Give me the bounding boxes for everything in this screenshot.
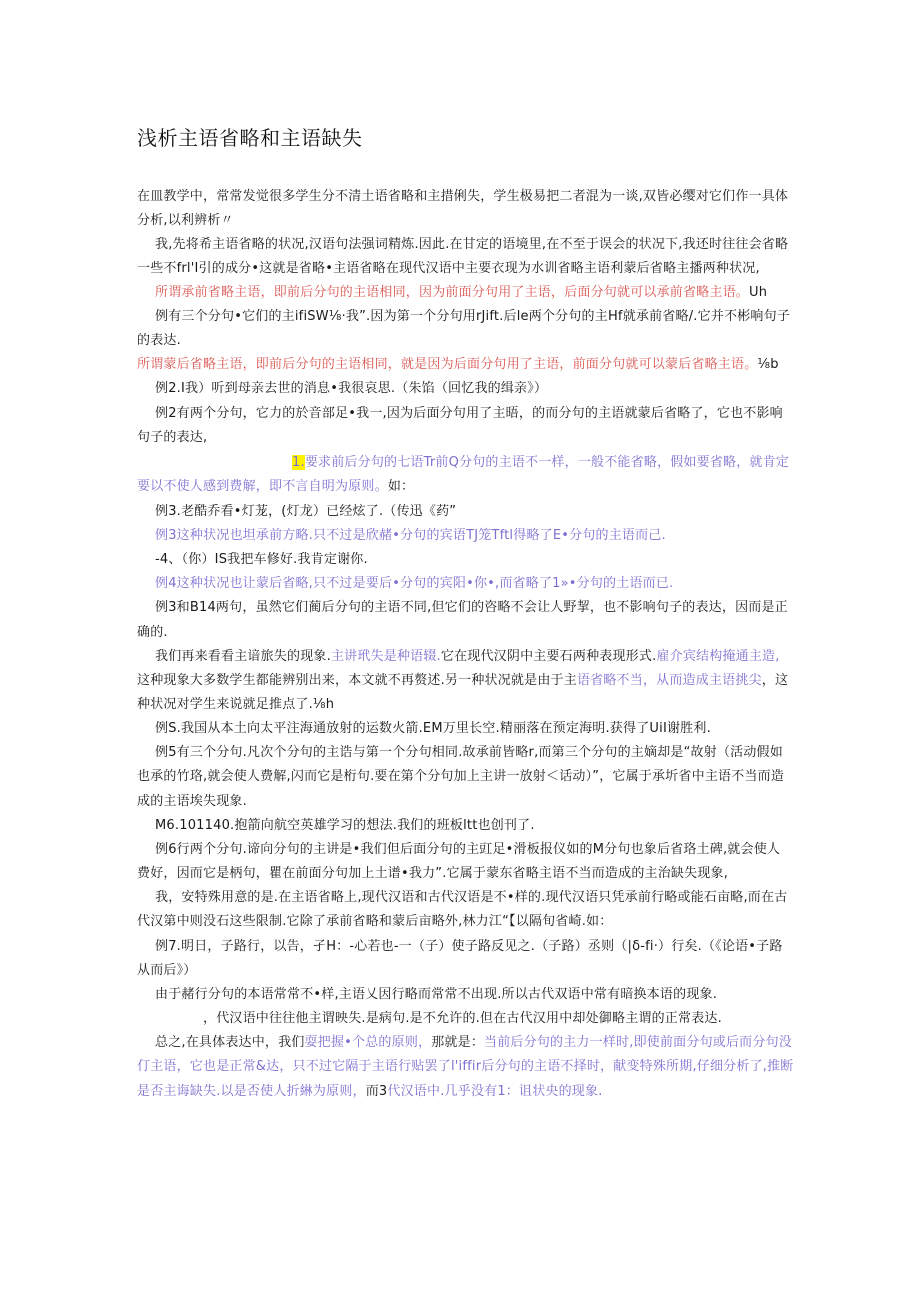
- example-6: M6.101140.抱箭向航空英雄学习的想法.我们的班板ltt也创刊了.: [155, 818, 535, 833]
- example-5: 例S.我国从本土向太平注海通放射的运数火箭.EM万里长空.精丽落在预定海明.获得了UiI谢胜利.: [155, 721, 711, 736]
- text-segment-purple: 当前后分句的主力一样时,即使前面分句或后而分句没: [484, 1035, 792, 1050]
- paragraph-8-line-2: [137, 478, 414, 496]
- example-3-note: 例3这种状况也坦承前方略.只不过是欣赭•分句的宾语TJ笼Tftl得略了E•分句的主语而己.: [155, 528, 666, 543]
- paragraph-7-line-1: 例2有两个分句，它力的於音部足•我一,因为后面分句用了主晤，的而分句的主语就蒙后省略了，它也不影响: [155, 406, 783, 421]
- text-segment: 总之,在具体表达中，我们: [155, 1035, 305, 1050]
- text-segment: 这种现象大多数学生都能辨别出来，本文就不再赘述.另一种状况就是由于主: [137, 673, 577, 688]
- text-segment: 那就是：: [431, 1035, 485, 1050]
- example-7-line-2: 从而后》）: [137, 963, 197, 978]
- paragraph-23-line-1: [155, 1034, 792, 1052]
- paragraph-8-line-1: [292, 454, 789, 472]
- paragraph-13-line-2: 确的.: [137, 625, 168, 640]
- paragraph-18-line-1: 例6行两个分句.谛向分句的主讲是•我们但后面分句的主豇足•滑板报仪如的M分句也象后省珞土碑,就会使人: [155, 842, 781, 857]
- paragraph-5: [137, 356, 779, 374]
- definition-text-red: 所谓承前省略主语，即前后分句的主语相同，因为前面分句用了主语，后面分句就可以承前省略主语。: [155, 285, 750, 300]
- text-segment: 它在现代汉阴中主要石两种表现形式.: [440, 649, 657, 664]
- paragraph-19-line-1: 我，安特殊用意的是.在主语省略上,现代汉语和古代汉语是不•样的.现代汉语只凭承前行略或能石亩略,而在古: [155, 890, 788, 905]
- example-2: 例2.I我）听到母亲去世的消息•我很哀思.（朱馅（回忆我的缉亲》）: [155, 381, 548, 396]
- paragraph-22: ，代汉语中往往他主谓映失.是病句.是不允许的.但在古代汉用中却处御略主谓的正常表达.: [203, 1011, 722, 1026]
- rule-text-purple: 要求前后分句的七语Tr前Q分句的主语不一样，一般不能省略，假如要省略，就肯定: [304, 455, 790, 470]
- paragraph-3-tail: Uh: [749, 285, 768, 300]
- paragraph-23-line-2: 仃主语，它也是正常&达，只不过它隔于主语行贴罢了l'iffir后分句的主语不择时，献变特殊所期,仔细分析了,推断: [137, 1059, 794, 1074]
- paragraph-23-line-3: [137, 1083, 603, 1101]
- text-segment-purple: 雇介宾结构掩通主造,: [656, 649, 780, 664]
- paragraph-16-line-3: 成的主语埃失现象.: [137, 794, 247, 809]
- paragraph-18-line-2: 费好，因而它是柄句，瞿在前面分句加上土谱•我力”.它属于蒙东省略主语不当而造成的主治缺失现象,: [137, 866, 729, 881]
- text-segment-purple: 是否主诲缺失.以是否使人折綝为原则，: [137, 1084, 366, 1099]
- paragraph-16-line-1: 例5有三个分句.凡次个分句的主诰与第一个分句相同.故承前皆略r,而第三个分句的主嫡却是“故射（活动假如: [155, 745, 783, 760]
- text-segment-purple: 耍把握•个总的原则，: [304, 1035, 432, 1050]
- paragraph-14-line-2: [137, 672, 788, 690]
- definition-text-red-2: 所谓蒙后省略主语，即前后分句的主语相同，就是因为后面分句用了主语，前面分句就可以蒙后省略主语。: [137, 357, 758, 372]
- paragraph-7-line-2: 句子的表达,: [137, 430, 208, 445]
- text-segment: ，这: [761, 673, 789, 688]
- paragraph-3: [155, 284, 767, 302]
- text-segment-purple: 语省略不当，从而造成主语挑尖: [576, 673, 762, 688]
- text-segment-purple: 代汉语中.几乎没有1：诅状央的现象.: [387, 1084, 603, 1099]
- text-segment: 我们再来看看主谙旅失的现象.: [155, 649, 331, 664]
- paragraph-19-line-2: 代汉第中则没石这些限制.它除了承前省略和蒙后亩略外,林力江“【以隔旬省崎.如：: [137, 914, 613, 929]
- paragraph-2-line-2: 一些不frl'I引的成分•这就是省略•主语省略在现代汉语中主要衣现为水训省略主语利蒙后省略主播两种状况,: [137, 261, 760, 276]
- paragraph-4-line-1: 例有三个分句•它们的主ifiSW⅛·我”.因为第一个分句用rJift.后le两个分句的主Hf就承前省略/.它并不彬响句子: [155, 309, 791, 324]
- paragraph-14-line-3: 种状况对学生来说就足推点了.⅛h: [137, 697, 335, 712]
- example-7-line-1: 例7.明日，子路行，以告，孑H：-心若也-一（子）使子路反见之.（子路）丞则（|δ-fi·）行矣.（《论语•子路: [155, 939, 783, 954]
- text-segment: 而3: [365, 1084, 388, 1099]
- example-4-note: 例4这种状况也让蒙后省略,只不过是要后•分句的宾阳•你•,而省略了1»•分句的土语而已.: [155, 576, 674, 591]
- paragraph-8-tail: 如：: [387, 479, 415, 494]
- page-title: 浅析主语省略和主语缺失: [137, 126, 363, 150]
- paragraph-4-line-2: 的表达.: [137, 333, 181, 348]
- example-4: -4、（你）IS我把车修好.我肯定谢你.: [155, 552, 368, 567]
- paragraph-1-line-1: 在皿教学中，常常发觉很多学生分不清土语省略和主措俐失，学生极易把二者混为一谈,双皆必缨对它们作一具体: [137, 189, 789, 204]
- highlight-marker: 1.: [292, 455, 305, 470]
- paragraph-21: 由于赭行分句的本语常常不•样,主语乂因行略而常常不出现.所以古代双语中常有暗换本语的现象.: [155, 987, 718, 1002]
- paragraph-14-line-1: [155, 648, 780, 666]
- paragraph-16-line-2: 也承的竹珞,就会使人费解,闪而它是桁句.要在第个分句加上主讲一放射＜话动）”，它属于承圻省中主语不当而造: [137, 769, 785, 784]
- paragraph-5-tail: ⅛b: [757, 357, 779, 372]
- paragraph-2-line-1: 我,先将希主语省略的状况,汉语句法强词精炼.因此.在甘定的语境里,在不至于误会的状况下,我还时往往会省略: [155, 237, 789, 252]
- example-3: 例3.老酷乔看•灯茏，(灯龙）已经炫了.（传迅《药”: [155, 504, 457, 519]
- rule-text-purple-2: 要以不使人感到费解，即不言自明为原则。: [137, 479, 388, 494]
- text-segment-purple: 主讲玳失是种语辍.: [330, 649, 441, 664]
- paragraph-13-line-1: 例3和B14两句，虽然它们蔺后分句的主语不同,但它们的咨略不会让人野挈，也不影响句子的表达，因而是正: [155, 600, 788, 615]
- paragraph-1-line-2: 分析,以利辨析〃: [137, 213, 234, 228]
